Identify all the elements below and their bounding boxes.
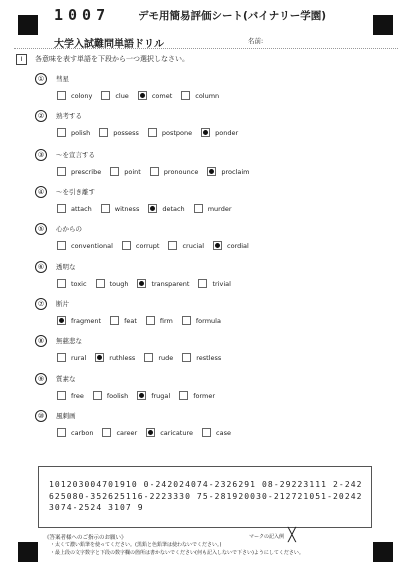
- checkbox[interactable]: [57, 91, 66, 100]
- sheet-number: 1007: [54, 6, 111, 24]
- option-rude[interactable]: [144, 353, 173, 362]
- option-label: murder: [207, 204, 232, 213]
- checkbox[interactable]: [57, 353, 66, 362]
- footer-line-1: ・太くて濃い鉛筆を使ってください。(黒鉛と色鉛筆は使わないでください。): [50, 542, 222, 548]
- option-frugal[interactable]: [137, 391, 170, 400]
- option-postpone[interactable]: [148, 128, 192, 137]
- question-number: ⑤: [35, 223, 47, 235]
- section-instruction: 各意味を表す単語を下段から一つ選択しなさい。: [35, 55, 189, 63]
- question-number: ⑧: [35, 335, 47, 347]
- checkbox[interactable]: [99, 128, 108, 137]
- option-label: formula: [195, 316, 221, 325]
- checkbox[interactable]: [181, 91, 190, 100]
- option-label: feat: [124, 316, 137, 325]
- option-attach[interactable]: [57, 204, 92, 213]
- checkbox[interactable]: [57, 428, 66, 437]
- option-group: [57, 128, 247, 137]
- checkbox[interactable]: [122, 241, 131, 250]
- option-free[interactable]: [57, 391, 84, 400]
- answer-code-box: [38, 466, 372, 528]
- footer-heading: 《答案者様へのご指示のお願い》: [44, 535, 127, 541]
- option-carbon[interactable]: [57, 428, 93, 437]
- registration-mark-top-right: [373, 15, 393, 35]
- registration-mark-bottom-right: [373, 542, 393, 562]
- option-label: colony: [71, 91, 93, 100]
- option-label: career: [116, 428, 138, 437]
- checkbox[interactable]: [168, 241, 177, 250]
- question-9: [35, 373, 405, 407]
- option-label: foolish: [106, 391, 129, 400]
- option-tough[interactable]: [96, 279, 129, 288]
- sheet-title: デモ用簡易評価シート(バイナリー学園): [138, 10, 327, 22]
- option-label: detach: [162, 204, 185, 213]
- name-label: 名前:: [248, 37, 264, 45]
- option-label: carbon: [71, 428, 94, 437]
- question-5: [35, 223, 405, 257]
- option-group: [57, 204, 241, 213]
- option-transparent[interactable]: [137, 279, 189, 288]
- question-10: [35, 410, 405, 444]
- question-7: [35, 298, 405, 332]
- question-number: ②: [35, 110, 47, 122]
- option-group: [57, 428, 240, 437]
- question-meaning: 質素な: [56, 375, 76, 383]
- option-fragment[interactable]: [57, 316, 101, 325]
- option-label: polish: [71, 128, 91, 137]
- option-label: rural: [71, 353, 87, 362]
- checked-checkbox[interactable]: [146, 428, 155, 437]
- question-meaning: 熟考する: [56, 112, 82, 120]
- option-group: [57, 241, 258, 250]
- mark-example-icon: ╳: [288, 528, 296, 543]
- question-number: ①: [35, 73, 47, 85]
- question-meaning: 風刺画: [56, 412, 76, 420]
- checked-checkbox[interactable]: [137, 279, 146, 288]
- option-label: former: [193, 391, 216, 400]
- option-firm[interactable]: [146, 316, 173, 325]
- option-cordial[interactable]: [213, 241, 249, 250]
- option-murder[interactable]: [194, 204, 232, 213]
- question-meaning: 心からの: [56, 225, 82, 233]
- checkbox[interactable]: [57, 128, 66, 137]
- option-group: [57, 279, 240, 288]
- mark-example-label: マークの記入例: [249, 534, 285, 540]
- option-colony[interactable]: [57, 91, 92, 100]
- question-meaning: 断片: [56, 300, 69, 308]
- option-former[interactable]: [179, 391, 215, 400]
- registration-mark-bottom-left: [18, 542, 38, 562]
- checkbox[interactable]: [101, 91, 110, 100]
- option-label: attach: [71, 204, 92, 213]
- option-ruthless[interactable]: [95, 353, 135, 362]
- option-label: frugal: [151, 391, 171, 400]
- option-rural[interactable]: [57, 353, 86, 362]
- option-label: clue: [115, 91, 129, 100]
- question-6: [35, 261, 405, 295]
- option-foolish[interactable]: [93, 391, 128, 400]
- option-group: [57, 353, 230, 362]
- option-group: [57, 167, 258, 176]
- question-4: [35, 186, 405, 220]
- option-career[interactable]: [102, 428, 137, 437]
- checkbox[interactable]: [101, 204, 110, 213]
- checkbox[interactable]: [182, 353, 191, 362]
- question-meaning: ～を引き離す: [56, 188, 95, 196]
- checked-checkbox[interactable]: [148, 204, 157, 213]
- checkbox[interactable]: [93, 391, 102, 400]
- option-clue[interactable]: [101, 91, 129, 100]
- checked-checkbox[interactable]: [213, 241, 222, 250]
- question-8: [35, 335, 405, 369]
- section-number: I: [16, 54, 27, 65]
- option-restless[interactable]: [182, 353, 221, 362]
- checkbox[interactable]: [202, 428, 211, 437]
- option-possess[interactable]: [99, 128, 139, 137]
- option-label: prescribe: [71, 167, 102, 176]
- question-2: [35, 110, 405, 144]
- checkbox[interactable]: [150, 167, 159, 176]
- option-group: [57, 391, 224, 400]
- question-number: ⑩: [35, 410, 47, 422]
- question-number: ④: [35, 186, 47, 198]
- option-conventional[interactable]: [57, 241, 113, 250]
- option-label: crucial: [182, 241, 205, 250]
- checkbox[interactable]: [110, 316, 119, 325]
- checkbox[interactable]: [57, 241, 66, 250]
- option-detach[interactable]: [148, 204, 184, 213]
- option-label: comet: [151, 91, 173, 100]
- option-label: ponder: [215, 128, 239, 137]
- option-label: column: [195, 91, 220, 100]
- option-label: toxic: [71, 279, 87, 288]
- option-case[interactable]: [202, 428, 231, 437]
- option-column[interactable]: [181, 91, 219, 100]
- option-pronounce[interactable]: [150, 167, 199, 176]
- checked-checkbox[interactable]: [137, 391, 146, 400]
- option-label: fragment: [71, 316, 102, 325]
- option-comet[interactable]: [138, 91, 172, 100]
- checked-checkbox[interactable]: [95, 353, 104, 362]
- option-witness[interactable]: [101, 204, 140, 213]
- option-label: possess: [113, 128, 139, 137]
- option-label: tough: [109, 279, 129, 288]
- question-3: [35, 149, 405, 183]
- question-1: [35, 73, 405, 107]
- option-label: free: [71, 391, 84, 400]
- checkbox[interactable]: [148, 128, 157, 137]
- option-group: [57, 91, 228, 100]
- option-polish[interactable]: [57, 128, 90, 137]
- checked-checkbox[interactable]: [138, 91, 147, 100]
- checkbox[interactable]: [182, 316, 191, 325]
- checkbox[interactable]: [57, 279, 66, 288]
- option-corrupt[interactable]: [122, 241, 160, 250]
- checkbox[interactable]: [144, 353, 153, 362]
- option-trivial[interactable]: [198, 279, 230, 288]
- question-number: ③: [35, 149, 47, 161]
- option-label: firm: [159, 316, 173, 325]
- option-proclaim[interactable]: [207, 167, 249, 176]
- question-meaning: 彗星: [56, 75, 69, 83]
- option-label: conventional: [71, 241, 113, 250]
- option-feat[interactable]: [110, 316, 137, 325]
- option-caricature[interactable]: [146, 428, 193, 437]
- checkbox[interactable]: [110, 167, 119, 176]
- option-label: ruthless: [109, 353, 136, 362]
- checkbox[interactable]: [96, 279, 105, 288]
- checked-checkbox[interactable]: [57, 316, 66, 325]
- question-meaning: ～を宣言する: [56, 151, 95, 159]
- option-crucial[interactable]: [168, 241, 204, 250]
- question-meaning: 無慈悲な: [56, 337, 82, 345]
- registration-mark-top-left: [18, 15, 38, 35]
- checked-checkbox[interactable]: [207, 167, 216, 176]
- checkbox[interactable]: [102, 428, 111, 437]
- option-point[interactable]: [110, 167, 141, 176]
- question-number: ⑦: [35, 298, 47, 310]
- option-group: [57, 316, 230, 325]
- checkbox[interactable]: [57, 204, 66, 213]
- option-label: transparent: [151, 279, 190, 288]
- option-label: trivial: [212, 279, 231, 288]
- checkbox[interactable]: [194, 204, 203, 213]
- option-label: corrupt: [135, 241, 160, 250]
- option-label: witness: [114, 204, 140, 213]
- option-label: caricature: [160, 428, 194, 437]
- option-label: pronounce: [163, 167, 199, 176]
- option-label: case: [216, 428, 231, 437]
- option-toxic[interactable]: [57, 279, 87, 288]
- footer-line-2: ・最上段の文字数字と下段の数字欄の箇所は書かないでください(何も記入しないで下さい)ようにしてください。: [50, 550, 304, 556]
- checked-checkbox[interactable]: [201, 128, 210, 137]
- option-label: rude: [158, 353, 174, 362]
- option-formula[interactable]: [182, 316, 221, 325]
- drill-subtitle: 大学入試難問単語ドリル: [54, 39, 164, 50]
- checkbox[interactable]: [179, 391, 188, 400]
- question-number: ⑥: [35, 261, 47, 273]
- option-label: restless: [196, 353, 222, 362]
- option-prescribe[interactable]: [57, 167, 101, 176]
- option-ponder[interactable]: [201, 128, 238, 137]
- question-number: ⑨: [35, 373, 47, 385]
- checkbox[interactable]: [198, 279, 207, 288]
- option-label: cordial: [227, 241, 249, 250]
- checkbox[interactable]: [146, 316, 155, 325]
- checkbox[interactable]: [57, 167, 66, 176]
- answer-code: 101203004701910 0-242024074-2326291 08-29223111 2-242625080-352625116-2223330 75-281920030-212721051-202423074-2524 3107 9: [49, 480, 363, 512]
- checkbox[interactable]: [57, 391, 66, 400]
- option-label: postpone: [161, 128, 193, 137]
- option-label: point: [124, 167, 141, 176]
- question-meaning: 透明な: [56, 263, 76, 271]
- option-label: proclaim: [221, 167, 250, 176]
- divider: [14, 48, 398, 49]
